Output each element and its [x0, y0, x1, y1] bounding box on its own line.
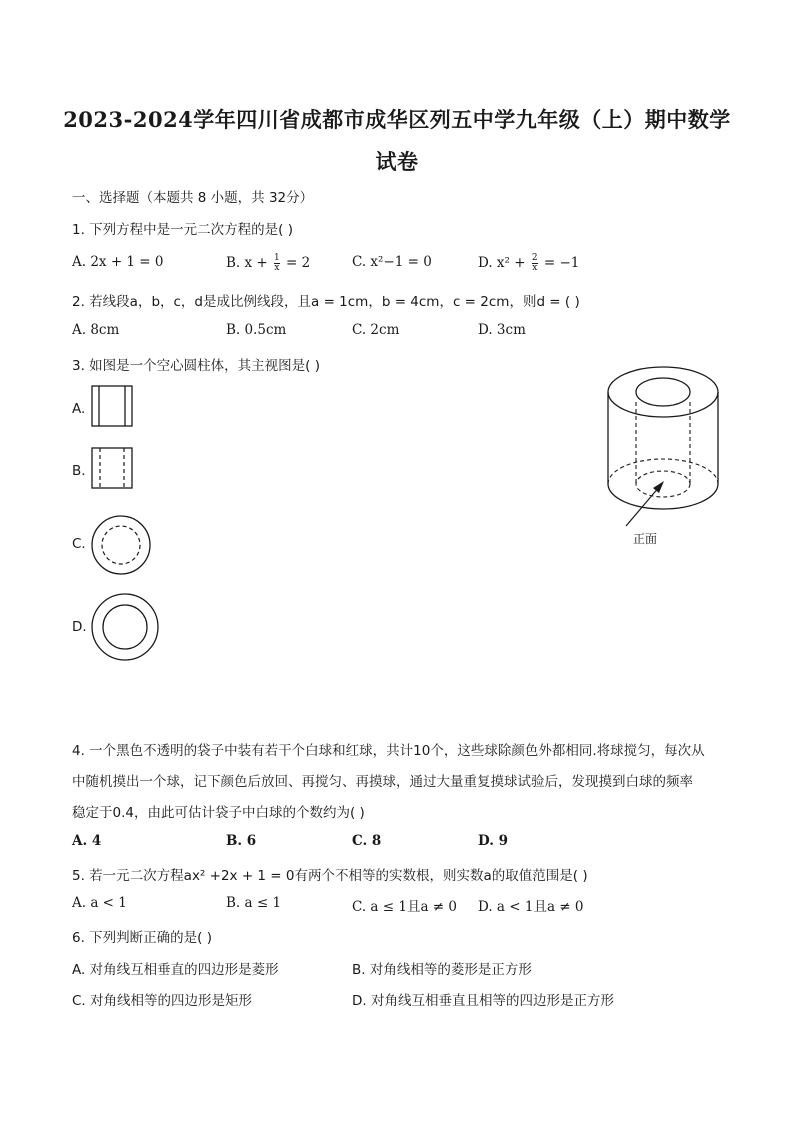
q3-d-outer-circle [92, 594, 158, 660]
q3-d-inner-circle [103, 605, 147, 649]
q1-option-d-pre: D. x² + [478, 255, 530, 271]
q1-option-b-pre: B. x + [226, 255, 273, 271]
q1-d-numerator: 2 [531, 253, 538, 263]
q4-option-b: B. 6 [226, 833, 257, 849]
q5-option-d: D. a < 1且a ≠ 0 [478, 899, 584, 915]
q6-option-a: A. 对角线互相垂直的四边形是菱形 [72, 962, 279, 978]
q1-option-a: A. 2x + 1 = 0 [72, 254, 164, 270]
cylinder-top-inner [636, 378, 690, 406]
q1-d-denominator: x [532, 263, 538, 273]
q3-option-c-label: C. [72, 536, 86, 552]
q4-option-d: D. 9 [478, 833, 509, 849]
q1-stem: 1. 下列方程中是一元二次方程的是( ) [72, 222, 293, 238]
view-direction-arrow-head [653, 481, 664, 493]
q5-option-a: A. a < 1 [72, 895, 127, 911]
q1-b-numerator: 1 [274, 253, 280, 263]
section-heading: 一、选择题（本题共 8 小题，共 32分） [72, 190, 314, 206]
page-title-line1: 2023-2024学年四川省成都市成华区列五中学九年级（上）期中数学 [63, 107, 731, 132]
q1-option-c: C. x²−1 = 0 [352, 254, 432, 270]
q4-option-c: C. 8 [352, 833, 382, 849]
q3-option-b-label: B. [72, 463, 86, 479]
q4-stem-line2: 中随机摸出一个球，记下颜色后放回、再搅匀、再摸球，通过大量重复摸球试验后，发现摸到白球的频率 [72, 774, 693, 790]
q3-option-b-figure [90, 446, 136, 492]
q2-option-c: C. 2cm [352, 322, 400, 338]
q1-option-d [478, 254, 579, 273]
cylinder-bottom-front [608, 484, 718, 509]
q5-option-b: B. a ≤ 1 [226, 895, 282, 911]
view-direction-arrow-shaft [626, 486, 660, 526]
q5-stem: 5. 若一元二次方程ax² +2x + 1 = 0有两个不相等的实数根，则实数a的取值范围是( ) [72, 868, 588, 884]
q3-b-square [92, 448, 132, 488]
q3-option-c-figure [88, 512, 154, 578]
hollow-cylinder-figure [600, 360, 730, 555]
q6-option-c: C. 对角线相等的四边形是矩形 [72, 993, 253, 1009]
cylinder-top-outer [608, 367, 718, 417]
q1-option-b-fraction [274, 254, 280, 273]
q2-option-b: B. 0.5cm [226, 322, 287, 338]
cylinder-bottom-back [608, 459, 718, 484]
q4-stem-line3: 稳定于0.4，由此可估计袋子中白球的个数约为( ) [72, 805, 365, 821]
q3-stem: 3. 如图是一个空心圆柱体，其主视图是( ) [72, 358, 320, 374]
q3-a-square [92, 386, 132, 426]
q3-option-a-figure [90, 384, 136, 430]
q4-option-a: A. 4 [72, 833, 102, 849]
q3-c-outer-circle [92, 516, 150, 574]
q1-option-d-fraction [532, 254, 538, 273]
q3-c-inner-dashed-circle [102, 526, 140, 564]
front-view-label: 正面 [633, 532, 658, 546]
q2-option-a: A. 8cm [72, 322, 120, 338]
q1-option-b [226, 254, 310, 273]
q1-option-b-post: = 2 [281, 255, 311, 271]
q6-option-b: B. 对角线相等的菱形是正方形 [352, 962, 532, 978]
q6-stem: 6. 下列判断正确的是( ) [72, 930, 212, 946]
q1-b-denominator: x [274, 263, 280, 273]
q3-option-a-label: A. [72, 401, 86, 417]
q3-option-d-figure [88, 592, 164, 664]
q5-option-c: C. a ≤ 1且a ≠ 0 [352, 899, 457, 915]
cylinder-bottom-inner [636, 471, 690, 497]
q2-stem: 2. 若线段a，b，c，d是成比例线段，且a = 1cm，b = 4cm，c = 2cm，则d = ( ) [72, 294, 580, 310]
q4-stem-line1: 4. 一个黑色不透明的袋子中装有若干个白球和红球，共计10个，这些球除颜色外都相同.将球搅匀，每次从 [72, 743, 705, 759]
q2-option-d: D. 3cm [478, 322, 526, 338]
page-title-line2: 试卷 [375, 149, 419, 174]
q1-option-d-post: = −1 [539, 255, 580, 271]
q3-option-d-label: D. [72, 619, 87, 635]
q6-option-d: D. 对角线互相垂直且相等的四边形是正方形 [352, 993, 614, 1009]
